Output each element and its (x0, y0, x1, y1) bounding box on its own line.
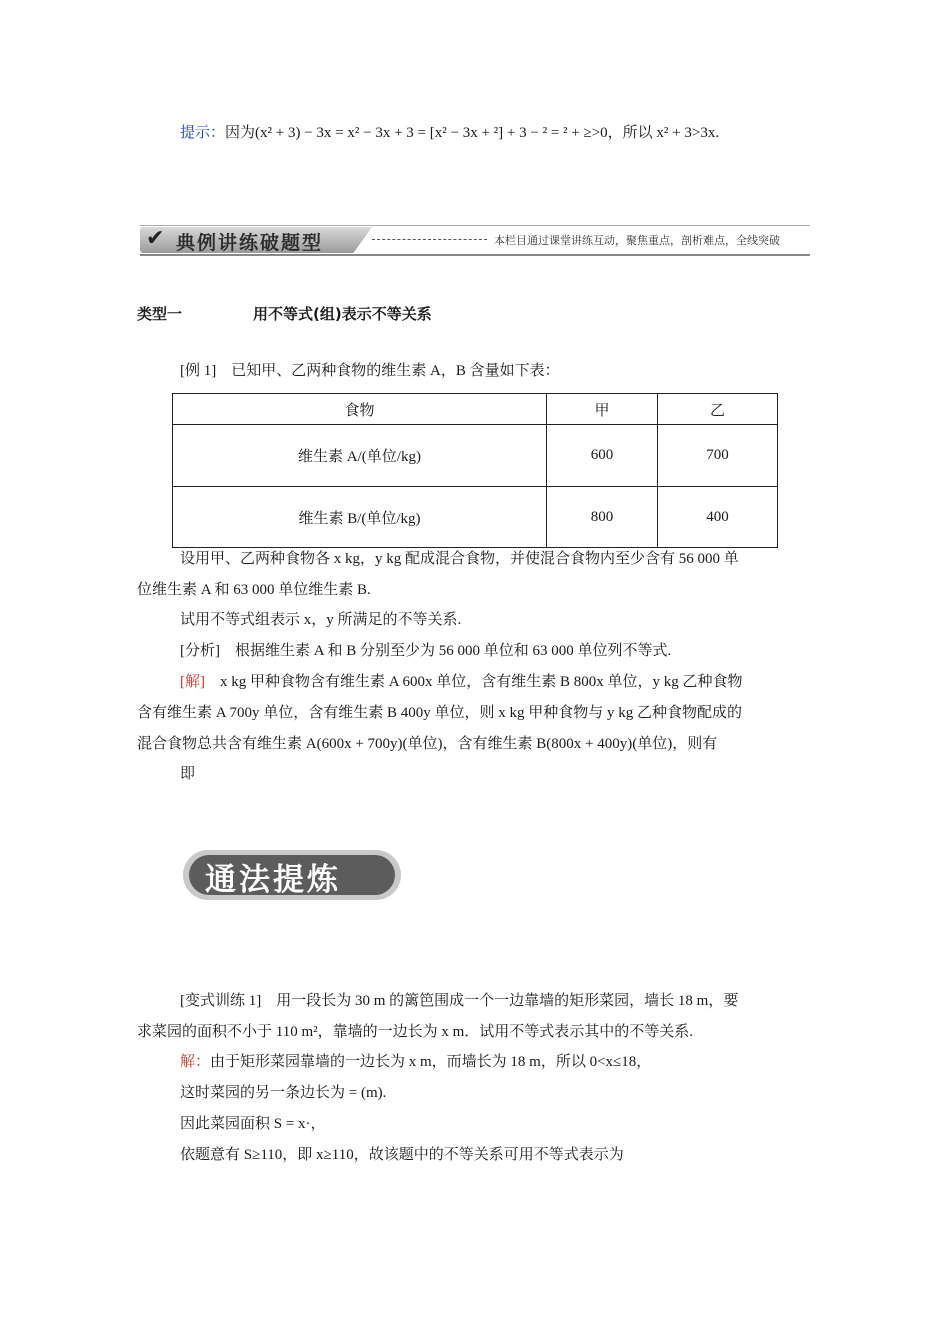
table-header-cell: 乙 (658, 394, 778, 425)
solution-label: [解] (180, 674, 205, 690)
type-title: 用不等式(组)表示不等关系 (253, 305, 432, 323)
banner-title: 典例讲练破题型 (176, 232, 324, 254)
variant-solution-4: 依题意有 S≥110，即 x≥110，故该题中的不等关系可用不等式表示为 (180, 1147, 624, 1163)
solution-line-3: 混合食物总共含有维生素 A(600x + 700y)(单位)，含有维生素 B(800x + 400y)(单位)，则有 (137, 736, 718, 752)
variant-solution-1 (180, 1052, 651, 1072)
problem-question: 试用不等式组表示 x，y 所满足的不等关系. (180, 612, 462, 628)
problem-line-1: 设用甲、乙两种食物各 x kg，y kg 配成混合食物，并使混合食物内至少含有 56 000 单 (180, 551, 739, 567)
table-cell: 800 (547, 487, 658, 548)
variant-solution-label: 解： (180, 1054, 211, 1070)
vitamin-table (172, 393, 778, 548)
table-cell: 维生素 A/(单位/kg) (173, 425, 547, 487)
variant-solution-text-1: 由于矩形菜园靠墙的一边长为 x m，而墙长为 18 m，所以 0<x≤18， (210, 1054, 652, 1070)
badge-text: 通法提炼 (205, 862, 341, 898)
banner-top-rule (140, 225, 810, 226)
hint-line (180, 123, 719, 143)
table-cell: 700 (658, 425, 778, 487)
table-cell: 维生素 B/(单位/kg) (173, 487, 547, 548)
table-header-cell: 甲 (547, 394, 658, 425)
checkmark-icon: ✔ (146, 226, 165, 251)
banner-bottom-rule (140, 254, 810, 256)
problem-line-2: 位维生素 A 和 63 000 单位维生素 B. (137, 582, 371, 598)
variant-line-2: 求菜园的面积不小于 110 m²，靠墙的一边长为 x m．试用不等式表示其中的不等关系. (137, 1024, 694, 1040)
hint-label: 提示： (180, 125, 226, 141)
table-row (173, 487, 778, 548)
solution-line-1 (180, 672, 743, 692)
hint-text: 因为(x² + 3) − 3x = x² − 3x + 3 = [x² − 3x + ²] + 3 − ² = ² + ≥>0，所以 x² + 3>3x. (225, 125, 720, 141)
table-header-row (173, 394, 778, 425)
table-row (173, 425, 778, 487)
banner-note: 本栏目通过课堂讲练互动，聚焦重点，剖析难点，全线突破 (494, 234, 780, 247)
solution-text-1: x kg 甲种食物含有维生素 A 600x 单位，含有维生素 B 800x 单位，y kg 乙种食物 (220, 674, 743, 690)
method-summary-badge (183, 850, 401, 900)
table-cell: 600 (547, 425, 658, 487)
type-label: 类型一 (137, 305, 183, 323)
variant-solution-2: 这时菜园的另一条边长为 = (m). (180, 1085, 387, 1101)
table-header-cell: 食物 (173, 394, 547, 425)
variant-solution-3: 因此菜园面积 S = x·， (180, 1116, 326, 1132)
section-banner (140, 225, 810, 257)
analysis: [分析] 根据维生素 A 和 B 分别至少为 56 000 单位和 63 000 单位列不等式. (180, 643, 672, 659)
banner-dash (372, 239, 487, 240)
table-cell: 400 (658, 487, 778, 548)
example-intro: [例 1] 已知甲、乙两种食物的维生素 A，B 含量如下表： (180, 363, 560, 379)
solution-line-4: 即 (180, 766, 196, 782)
variant-line-1: [变式训练 1] 用一段长为 30 m 的篱笆围成一个一边靠墙的矩形菜园，墙长 18 m，要 (180, 993, 739, 1009)
solution-line-2: 含有维生素 A 700y 单位，含有维生素 B 400y 单位，则 x kg 甲种食物与 y kg 乙种食物配成的 (137, 705, 743, 721)
